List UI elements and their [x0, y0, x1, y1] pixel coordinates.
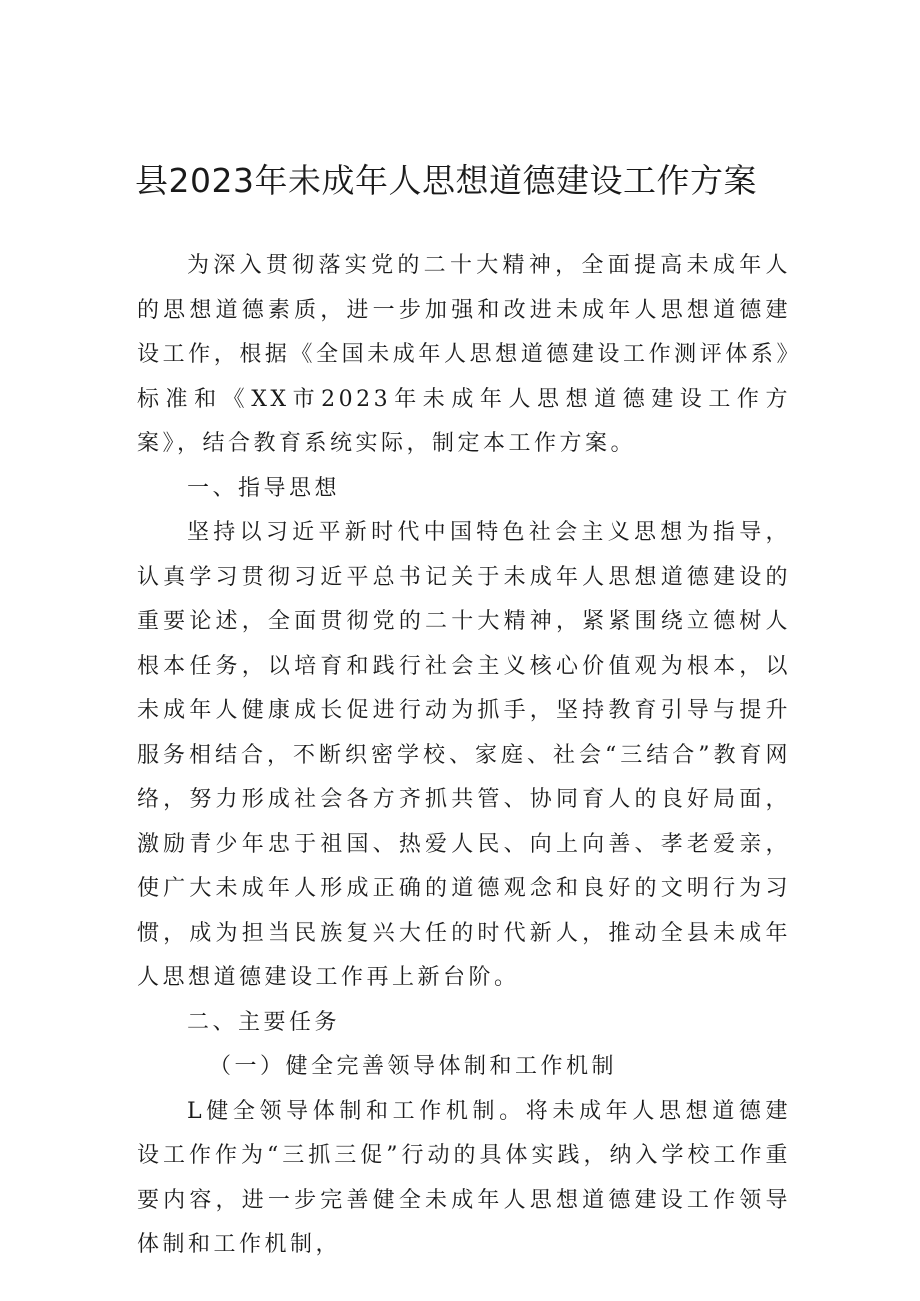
section-heading-main-tasks: 二、主要任务 [187, 1009, 341, 1035]
subsection-heading-leadership: （一）健全完善领导体制和工作机制 [209, 1054, 618, 1079]
leadership-paragraph: L健全领导体制和工作机制。将未成年人思想道德建设工作作为“三抓三促”行动的具体实践，纳入学校工作重要内容，进一步完善健全未成年人思想道德建设工作领导体制和工作机制， [137, 1098, 791, 1257]
guiding-ideology-paragraph: 坚持以习近平新时代中国特色社会主义思想为指导，认真学习贯彻习近平总书记关于未成年人思想道德建设的重要论述，全面贯彻党的二十大精神，紧紧围绕立德树人根本任务，以培育和践行社会主义核心价值观为根本，以未成年人健康成长促进行动为抓手，坚持教育引导与提升服务相结合，不断织密学校、家庭、社会“三结合”教育网络，努力形成社会各方齐抓共管、协同育人的良好局面，激励青少年忠于祖国、热爱人民、向上向善、孝老爱亲，使广大未成年人形成正确的道德观念和良好的文明行为习惯，成为担当民族复兴大任的时代新人，推动全县未成年人思想道德建设工作再上新台阶。 [137, 520, 791, 990]
document-title: 县2023年未成年人思想道德建设工作方案 [135, 161, 757, 200]
section-heading-guiding-ideology: 一、指导思想 [187, 475, 341, 501]
intro-paragraph: 为深入贯彻落实党的二十大精神，全面提高未成年人的思想道德素质，进一步加强和改进未成年人思想道德建设工作，根据《全国未成年人思想道德建设工作测评体系》标准和《XX市2023年未成年人思想道德建设工作方案》，结合教育系统实际，制定本工作方案。 [137, 253, 791, 456]
document-body [137, 244, 791, 1268]
